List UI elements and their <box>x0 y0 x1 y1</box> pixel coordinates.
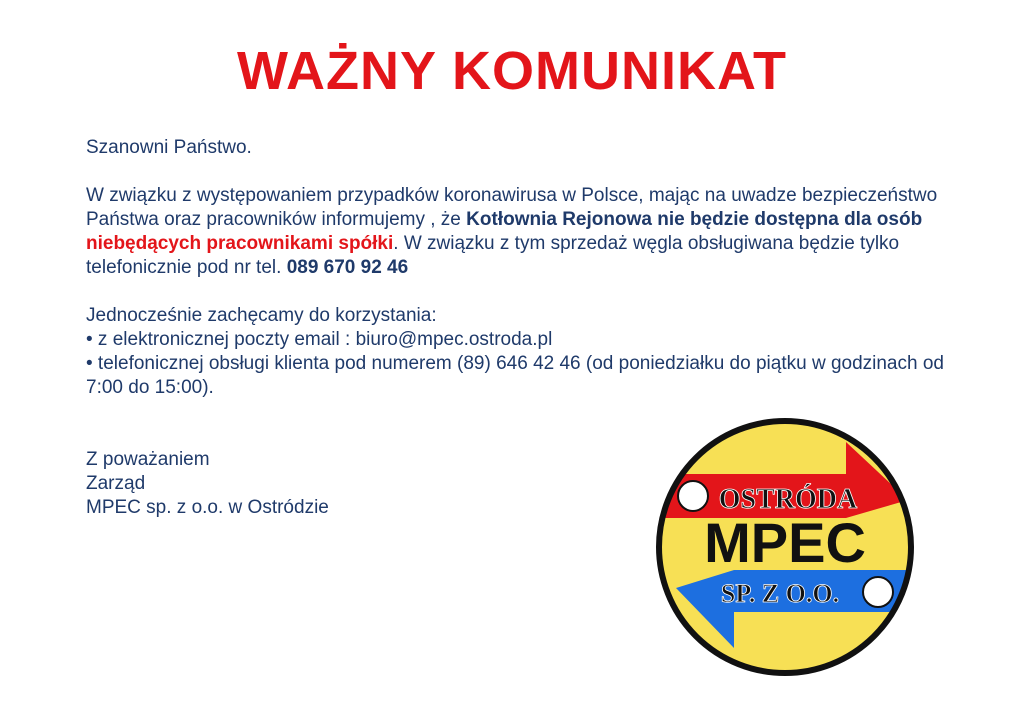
signature-line-1: Z poważaniem <box>86 449 210 470</box>
announcement-text-2: . W związku z tym sprzedaż węgla obsługiwana będzie tylko telefonicznie pod nr tel. <box>86 233 900 278</box>
logo-ostroda-text: OSTRÓDA <box>718 484 858 515</box>
signature-line-3: MPEC sp. z o.o. w Ostródzie <box>86 497 329 518</box>
logo-white-dot-right <box>863 577 893 607</box>
announcement-bold: Kotłownia Rejonowa nie będzie dostępna dla osób <box>466 209 923 230</box>
signature-line-2: Zarząd <box>86 473 146 494</box>
paragraph-announcement <box>86 184 946 280</box>
phone-number: 089 670 92 46 <box>286 257 409 278</box>
logo-white-dot-left <box>678 481 708 511</box>
notice-title: WAŻNY KOMUNIKAT <box>237 41 787 101</box>
greeting: Szanowni Państwo. <box>86 137 252 158</box>
mpec-logo <box>650 412 920 682</box>
contact-email-item: • z elektronicznej poczty email : biuro@mpec.ostroda.pl <box>86 329 553 350</box>
contact-phone-item: • telefonicznej obsługi klienta pod numerem (89) 646 42 46 (od poniedziałku do piątku w godzinach od 7:00 do 15:00). <box>86 353 944 398</box>
logo-spzoo-text: SP. Z O.O. <box>720 579 840 608</box>
contact-intro: Jednocześnie zachęcamy do korzystania: <box>86 305 437 326</box>
logo-mpec-text: MPEC <box>704 511 866 574</box>
announcement-highlight: niebędących pracownikami spółki <box>86 233 394 254</box>
announcement-text: W związku z występowaniem przypadków koronawirusa w Polsce, mając na uwadze bezpieczeństwo Państwa oraz pracowników informujemy , że <box>86 185 938 230</box>
